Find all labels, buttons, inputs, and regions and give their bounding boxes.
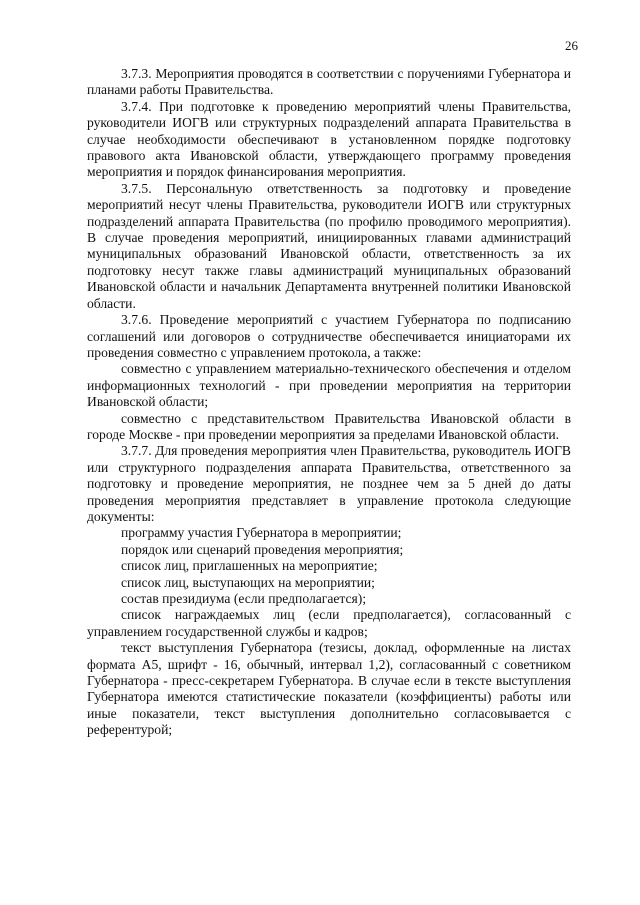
paragraph-3-7-4: 3.7.4. При подготовке к проведению мероприятий члены Правительства, руководители ИОГВ или структурных подразделений аппарата Правительства в случае необходимости обеспечивают в установленном порядке подготовку правового акта Ивановской области, утверждающего программу проведения мероприятия и порядок финансирования мероприятия. (87, 98, 571, 180)
paragraph-3-7-5: 3.7.5. Персональную ответственность за подготовку и проведение мероприятий несут члены Правительства, руководители ИОГВ или структурных подразделений аппарата Правительства (по профилю проводимого мероприятия). В случае проведения мероприятий, инициированных главами администраций муниципальных образований Ивановской области, ответственность за их подготовку несут также главы администраций муниципальных образований Ивановской области и начальник Департамента внутренней политики Ивановской области. (87, 180, 571, 311)
paragraph-3-7-6-item-2: совместно с представительством Правительства Ивановской области в городе Москве - при проведении мероприятия за пределами Ивановской области. (87, 410, 571, 442)
paragraph-3-7-3: 3.7.3. Мероприятия проводятся в соответствии с поручениями Губернатора и планами работы Правительства. (87, 66, 571, 98)
document-list-item: список награждаемых лиц (если предполагается), согласованный с управлением государственной службы и кадров; (87, 607, 571, 639)
paragraph-3-7-7: 3.7.7. Для проведения мероприятия член Правительства, руководитель ИОГВ или структурного подразделения аппарата Правительства, ответственного за подготовку и проведение мероприятия, не позднее чем за 5 дней до даты проведения мероприятия представляет в управление протокола следующие документы: (87, 443, 571, 524)
document-body (87, 66, 571, 739)
document-list-item: программу участия Губернатора в мероприятии; (121, 525, 402, 541)
document-list-item: порядок или сценарий проведения мероприятия; (121, 541, 404, 557)
document-list-item: текст выступления Губернатора (тезисы, доклад, оформленные на листах формата А5, шрифт - 16, обычный, интервал 1,2), согласованный с советником Губернатора - пресс-секретарем Губернатора. В случае если в тексте выступления Губернатора имеются статистические показатели (коэффициенты) работы или иные показатели, текст выступления дополнительно согласовывается с референтурой; (87, 640, 571, 738)
document-list-item: список лиц, приглашенных на мероприятие; (121, 558, 378, 574)
document-list-item: список лиц, выступающих на мероприятии; (121, 574, 375, 590)
paragraph-3-7-6: 3.7.6. Проведение мероприятий с участием Губернатора по подписанию соглашений или договоров о сотрудничестве обеспечивается инициаторами их проведения совместно с управлением протокола, а также: (87, 312, 571, 360)
document-list-item: состав президиума (если предполагается); (121, 591, 367, 606)
paragraph-3-7-6-item-1: совместно с управлением материально-технического обеспечения и отделом информационных технологий - при проведении мероприятия на территории Ивановской области; (87, 361, 571, 410)
page-number: 26 (565, 38, 578, 53)
